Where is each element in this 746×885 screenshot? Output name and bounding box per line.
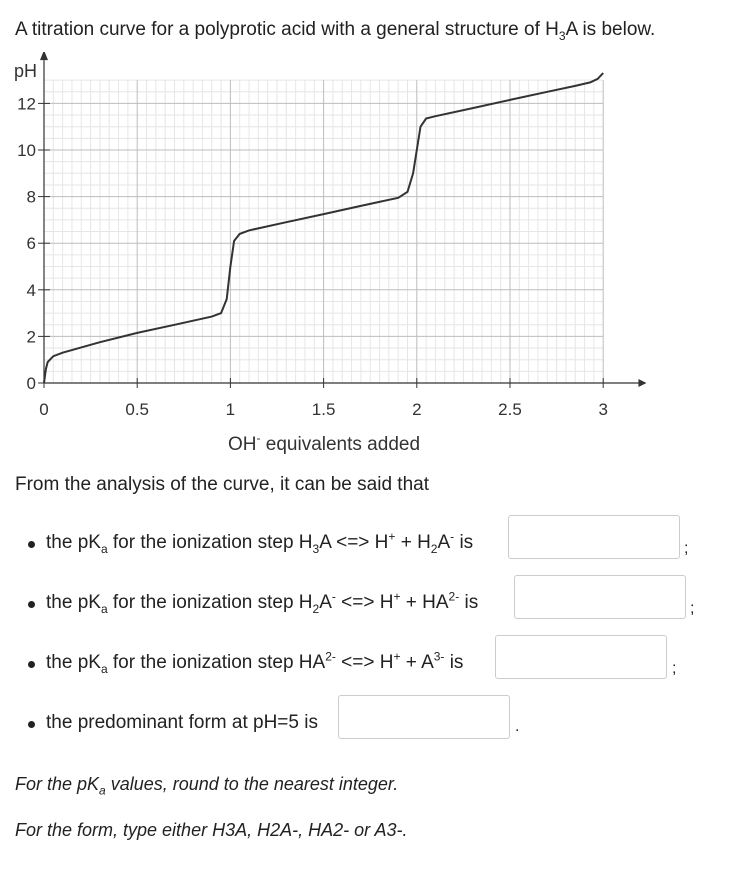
question-4-text: the predominant form at pH=5 is	[46, 712, 318, 733]
y-tick-label: 2	[26, 327, 36, 347]
punctuation: ;	[672, 660, 677, 677]
x-tick-label: 3	[598, 400, 608, 419]
y-tick-label: 8	[26, 187, 36, 207]
x-tick-label: 2.5	[498, 400, 522, 419]
bullet	[28, 721, 35, 728]
y-tick-label: 0	[26, 374, 36, 393]
form-note: For the form, type either H3A, H2A-, HA2- or A3-.	[15, 820, 408, 840]
rounding-note: For the $pK_a$ values, round to the nearest integer.	[15, 774, 399, 798]
y-tick-label: 6	[26, 234, 36, 254]
x-tick-label: 1	[225, 400, 236, 419]
y-tick-label: 4	[26, 280, 36, 300]
titration-chart	[0, 52, 746, 457]
punctuation: .	[515, 718, 520, 735]
bullet	[28, 601, 35, 608]
x-tick-label: 2	[412, 400, 422, 419]
y-axis-label: pH	[14, 61, 38, 81]
bullet	[28, 541, 35, 548]
bullet	[28, 661, 35, 668]
y-axis-arrow	[40, 52, 48, 60]
x-tick-label: 0	[39, 400, 49, 419]
punctuation: ;	[690, 600, 695, 617]
x-tick-label: 1.5	[311, 400, 336, 419]
x-axis-arrow	[638, 379, 646, 387]
pka1-answer-input[interactable]	[508, 515, 680, 559]
punctuation: ;	[684, 540, 689, 557]
pka3-answer-input[interactable]	[495, 635, 667, 679]
x-ticks	[39, 378, 608, 419]
y-tick-label: 10	[17, 141, 36, 160]
question-2-text: the $pK_a$ for the ionization step $H_2A^-$ <=> $H^+ + HA^{2-}$ is	[46, 589, 479, 616]
y-tick-label: 12	[17, 94, 36, 114]
intro-text: A titration curve for a polyprotic acid with a general structure of $H_3A$ is below.	[15, 19, 656, 43]
predominant-form-input[interactable]	[338, 695, 510, 739]
x-axis-label: OH- equivalents added	[228, 431, 421, 455]
x-tick-label: 0.5	[125, 400, 150, 419]
lead-text: From the analysis of the curve, it can be said that	[15, 474, 429, 495]
question-3-text: the $pK_a$ for the ionization step $HA^{2-}$ <=> $H^+ + A^{3-}$ is	[46, 649, 464, 676]
question-1-text: the $pK_a$ for the ionization step $H_3A$ <=> $H^+ + H_2A^-$ is	[46, 529, 474, 556]
pka2-answer-input[interactable]	[514, 575, 686, 619]
